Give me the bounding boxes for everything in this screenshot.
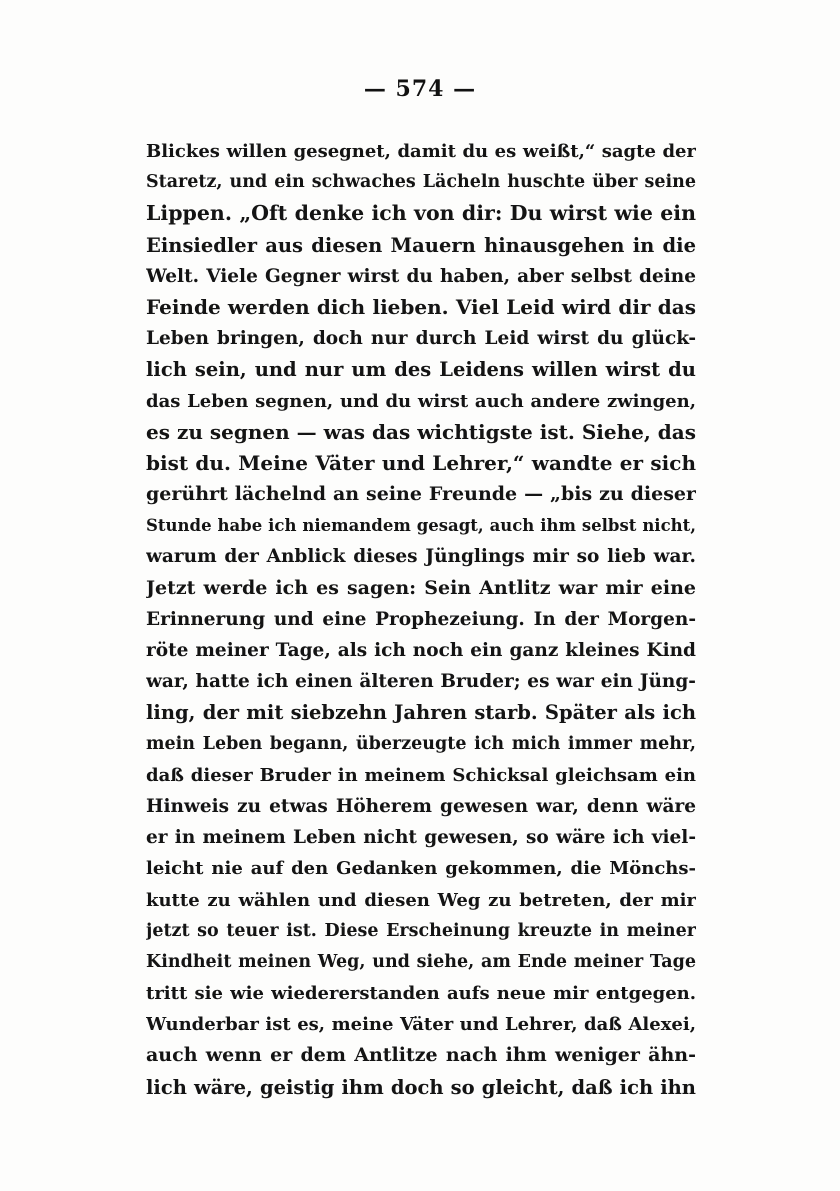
text-line: Stunde habe ich niemandem gesagt, auch ihm selbst nicht,: [146, 516, 696, 536]
text-line: Einsiedler aus diesen Mauern hinausgehen in die: [146, 233, 696, 257]
text-line: Welt. Viele Gegner wirst du haben, aber selbst deine: [146, 265, 696, 287]
text-line: auch wenn er dem Antlitze nach ihm weniger ähn-: [146, 1044, 696, 1067]
text-line: lich sein, und nur um des Leidens willen wirst du: [146, 358, 696, 382]
text-line: Staretz, und ein schwaches Lächeln huschte über seine: [146, 172, 696, 193]
text-line: daß dieser Bruder in meinem Schicksal gleichsam ein: [146, 764, 696, 786]
text-line: kutte zu wählen und diesen Weg zu betreten, der mir: [146, 889, 696, 911]
text-line: warum der Anblick dieses Jünglings mir so lieb war.: [146, 546, 696, 568]
text-line: Feinde werden dich lieben. Viel Leid wird dir das: [146, 294, 696, 319]
body-text: [146, 136, 696, 1103]
text-line: es zu segnen — was das wichtigste ist. Siehe, das: [146, 419, 696, 444]
text-line: Hinweis zu etwas Höherem gewesen war, denn wäre: [146, 795, 696, 817]
page-number: — 574 —: [363, 76, 477, 102]
text-line: er in meinem Leben nicht gewesen, so wäre ich viel-: [146, 827, 696, 849]
text-line: das Leben segnen, und du wirst auch andere zwingen,: [146, 390, 696, 412]
text-line: jetzt so teuer ist. Diese Erscheinung kreuzte in meiner: [146, 920, 696, 941]
text-line: Jetzt werde ich es sagen: Sein Antlitz war mir eine: [146, 576, 696, 599]
text-line: Erinnerung und eine Prophezeiung. In der Morgen-: [146, 608, 696, 630]
text-line: lich wäre, geistig ihm doch so gleicht, daß ich ihn: [146, 1075, 696, 1099]
text-line: Wunderbar ist es, meine Väter und Lehrer, daß Alexei,: [146, 1014, 696, 1036]
text-line: leicht nie auf den Gedanken gekommen, die Mönchs-: [146, 858, 696, 880]
text-line: ling, der mit siebzehn Jahren starb. Später als ich: [146, 701, 696, 725]
text-line: war, hatte ich einen älteren Bruder; es war ein Jüng-: [146, 671, 696, 693]
text-line: Leben bringen, doch nur durch Leid wirst du glück-: [146, 328, 696, 350]
text-line: mein Leben begann, überzeugte ich mich immer mehr,: [146, 733, 696, 754]
text-line: tritt sie wie wiedererstanden aufs neue mir entgegen.: [146, 983, 696, 1005]
text-line: Blickes willen gesegnet, damit du es weißt,“ sagte der: [146, 141, 696, 162]
text-line: Lippen. „Oft denke ich von dir: Du wirst wie ein: [146, 201, 696, 226]
text-line: gerührt lächelnd an seine Freunde — „bis zu dieser: [146, 483, 696, 506]
text-line: röte meiner Tage, als ich noch ein ganz kleines Kind: [146, 640, 696, 661]
text-line: Kindheit meinen Weg, und siehe, am Ende meiner Tage: [146, 951, 696, 972]
text-line: bist du. Meine Väter und Lehrer,“ wandte er sich: [146, 450, 696, 475]
